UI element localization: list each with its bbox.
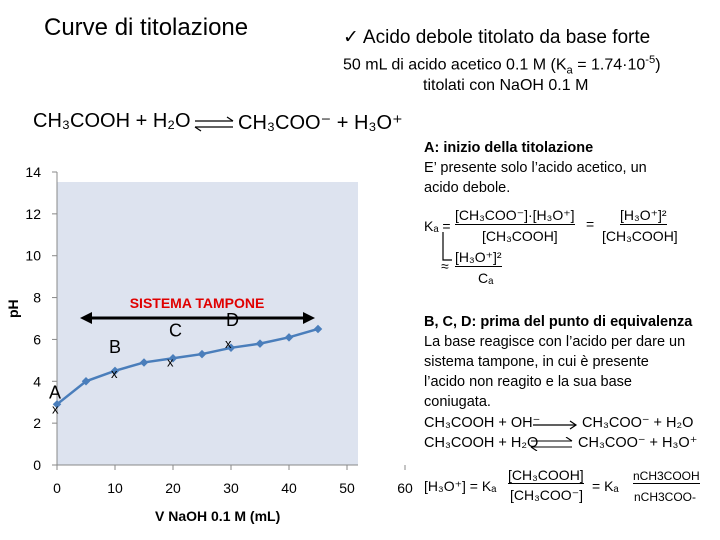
- x-tick-label: 0: [53, 480, 61, 496]
- ka-numerator-3: [H₃O⁺]²: [455, 249, 502, 265]
- plot-area: [57, 182, 358, 465]
- x-tick-label: 50: [339, 480, 355, 496]
- x-tick-label: 30: [223, 480, 239, 496]
- note-b-line: coniugata.: [424, 394, 491, 410]
- equilibrium-right: CH₃COO⁻ + H₃O⁺: [238, 112, 403, 134]
- y-tick-label: 12: [25, 205, 41, 222]
- check-icon: ✓: [343, 27, 359, 48]
- note-b-title: B, C, D: prima del punto di equivalenza: [424, 314, 693, 330]
- ka-label: Kₐ =: [424, 218, 451, 234]
- note-a-title: A: inizio della titolazione: [424, 140, 594, 156]
- reaction-2-right: CH₃COO⁻ + H₃O⁺: [578, 435, 698, 451]
- equilibrium-left: CH₃COOH + H₂O: [33, 110, 191, 132]
- reaction-1-right: CH₃COO⁻ + H₂O: [582, 415, 694, 431]
- moles-numerator: nCH3COOH: [633, 469, 700, 483]
- ka-denominator-3: Cₐ: [478, 270, 494, 286]
- note-a-line: E’ presente solo l’acido acetico, un: [424, 160, 647, 176]
- ka-numerator: [CH₃COO⁻]·[H₃O⁺]: [455, 207, 575, 223]
- y-tick-label: 6: [33, 331, 41, 348]
- approx-sign: ≈: [441, 258, 449, 274]
- point-mark-a: x: [52, 401, 59, 417]
- x-tick-label: 40: [281, 480, 297, 496]
- point-mark-c: x: [167, 354, 174, 370]
- y-tick-label: 10: [25, 247, 41, 264]
- ka-denominator-2: [CH₃COOH]: [602, 228, 678, 244]
- buffer-label: SISTEMA TAMPONE: [129, 295, 265, 311]
- description-line-1: 50 mL di acido acetico 0.1 M $(K_a = 1.74\cdot 10^{-5})$: [343, 54, 661, 77]
- h3o-numerator: [CH₃COOH]: [508, 467, 584, 483]
- h3o-equals-ka: = Kₐ: [592, 478, 619, 494]
- x-tick-label: 10: [107, 480, 123, 496]
- ka-equals: =: [586, 216, 595, 232]
- description-line-2: titolati con NaOH 0.1 M: [423, 77, 589, 94]
- note-b-line: sistema tampone, in cui è presente: [424, 354, 649, 370]
- page-title: Curve di titolazione: [44, 14, 249, 41]
- ka-denominator: [CH₃COOH]: [482, 228, 558, 244]
- x-axis-label: V NaOH 0.1 M (mL): [155, 508, 281, 524]
- point-label-d: D: [226, 309, 239, 330]
- ka-numerator-2: [H₃O⁺]²: [620, 207, 667, 223]
- h3o-denominator: [CH₃COO⁻]: [510, 487, 583, 503]
- note-b-line: La base reagisce con l’acido per dare un: [424, 334, 686, 350]
- y-tick-label: 0: [33, 457, 41, 473]
- reaction-2-left: CH₃COOH + H₂O: [424, 435, 539, 451]
- y-tick-label: 2: [33, 415, 41, 432]
- reaction-1-left: CH₃COOH + OH⁻: [424, 415, 541, 431]
- y-tick-label: 14: [25, 164, 41, 180]
- h3o-expression: [H₃O⁺] = Kₐ: [424, 478, 497, 494]
- subtitle-text: Acido debole titolato da base forte: [362, 27, 651, 48]
- x-tick-label: 60: [397, 480, 413, 496]
- note-b-line: l’acido non reagito e la sua base: [424, 374, 632, 390]
- note-a-line: acido debole.: [424, 180, 511, 196]
- y-tick-label: 8: [33, 289, 41, 306]
- point-label-a: A: [49, 382, 62, 403]
- y-axis-label: pH: [5, 299, 21, 318]
- point-mark-d: x: [225, 335, 232, 351]
- y-tick-label: 4: [33, 373, 41, 390]
- point-label-c: C: [169, 320, 182, 341]
- x-tick-label: 20: [165, 480, 181, 496]
- point-mark-b: x: [111, 365, 118, 381]
- moles-denominator: nCH3COO-: [634, 490, 697, 504]
- point-label-b: B: [109, 336, 122, 357]
